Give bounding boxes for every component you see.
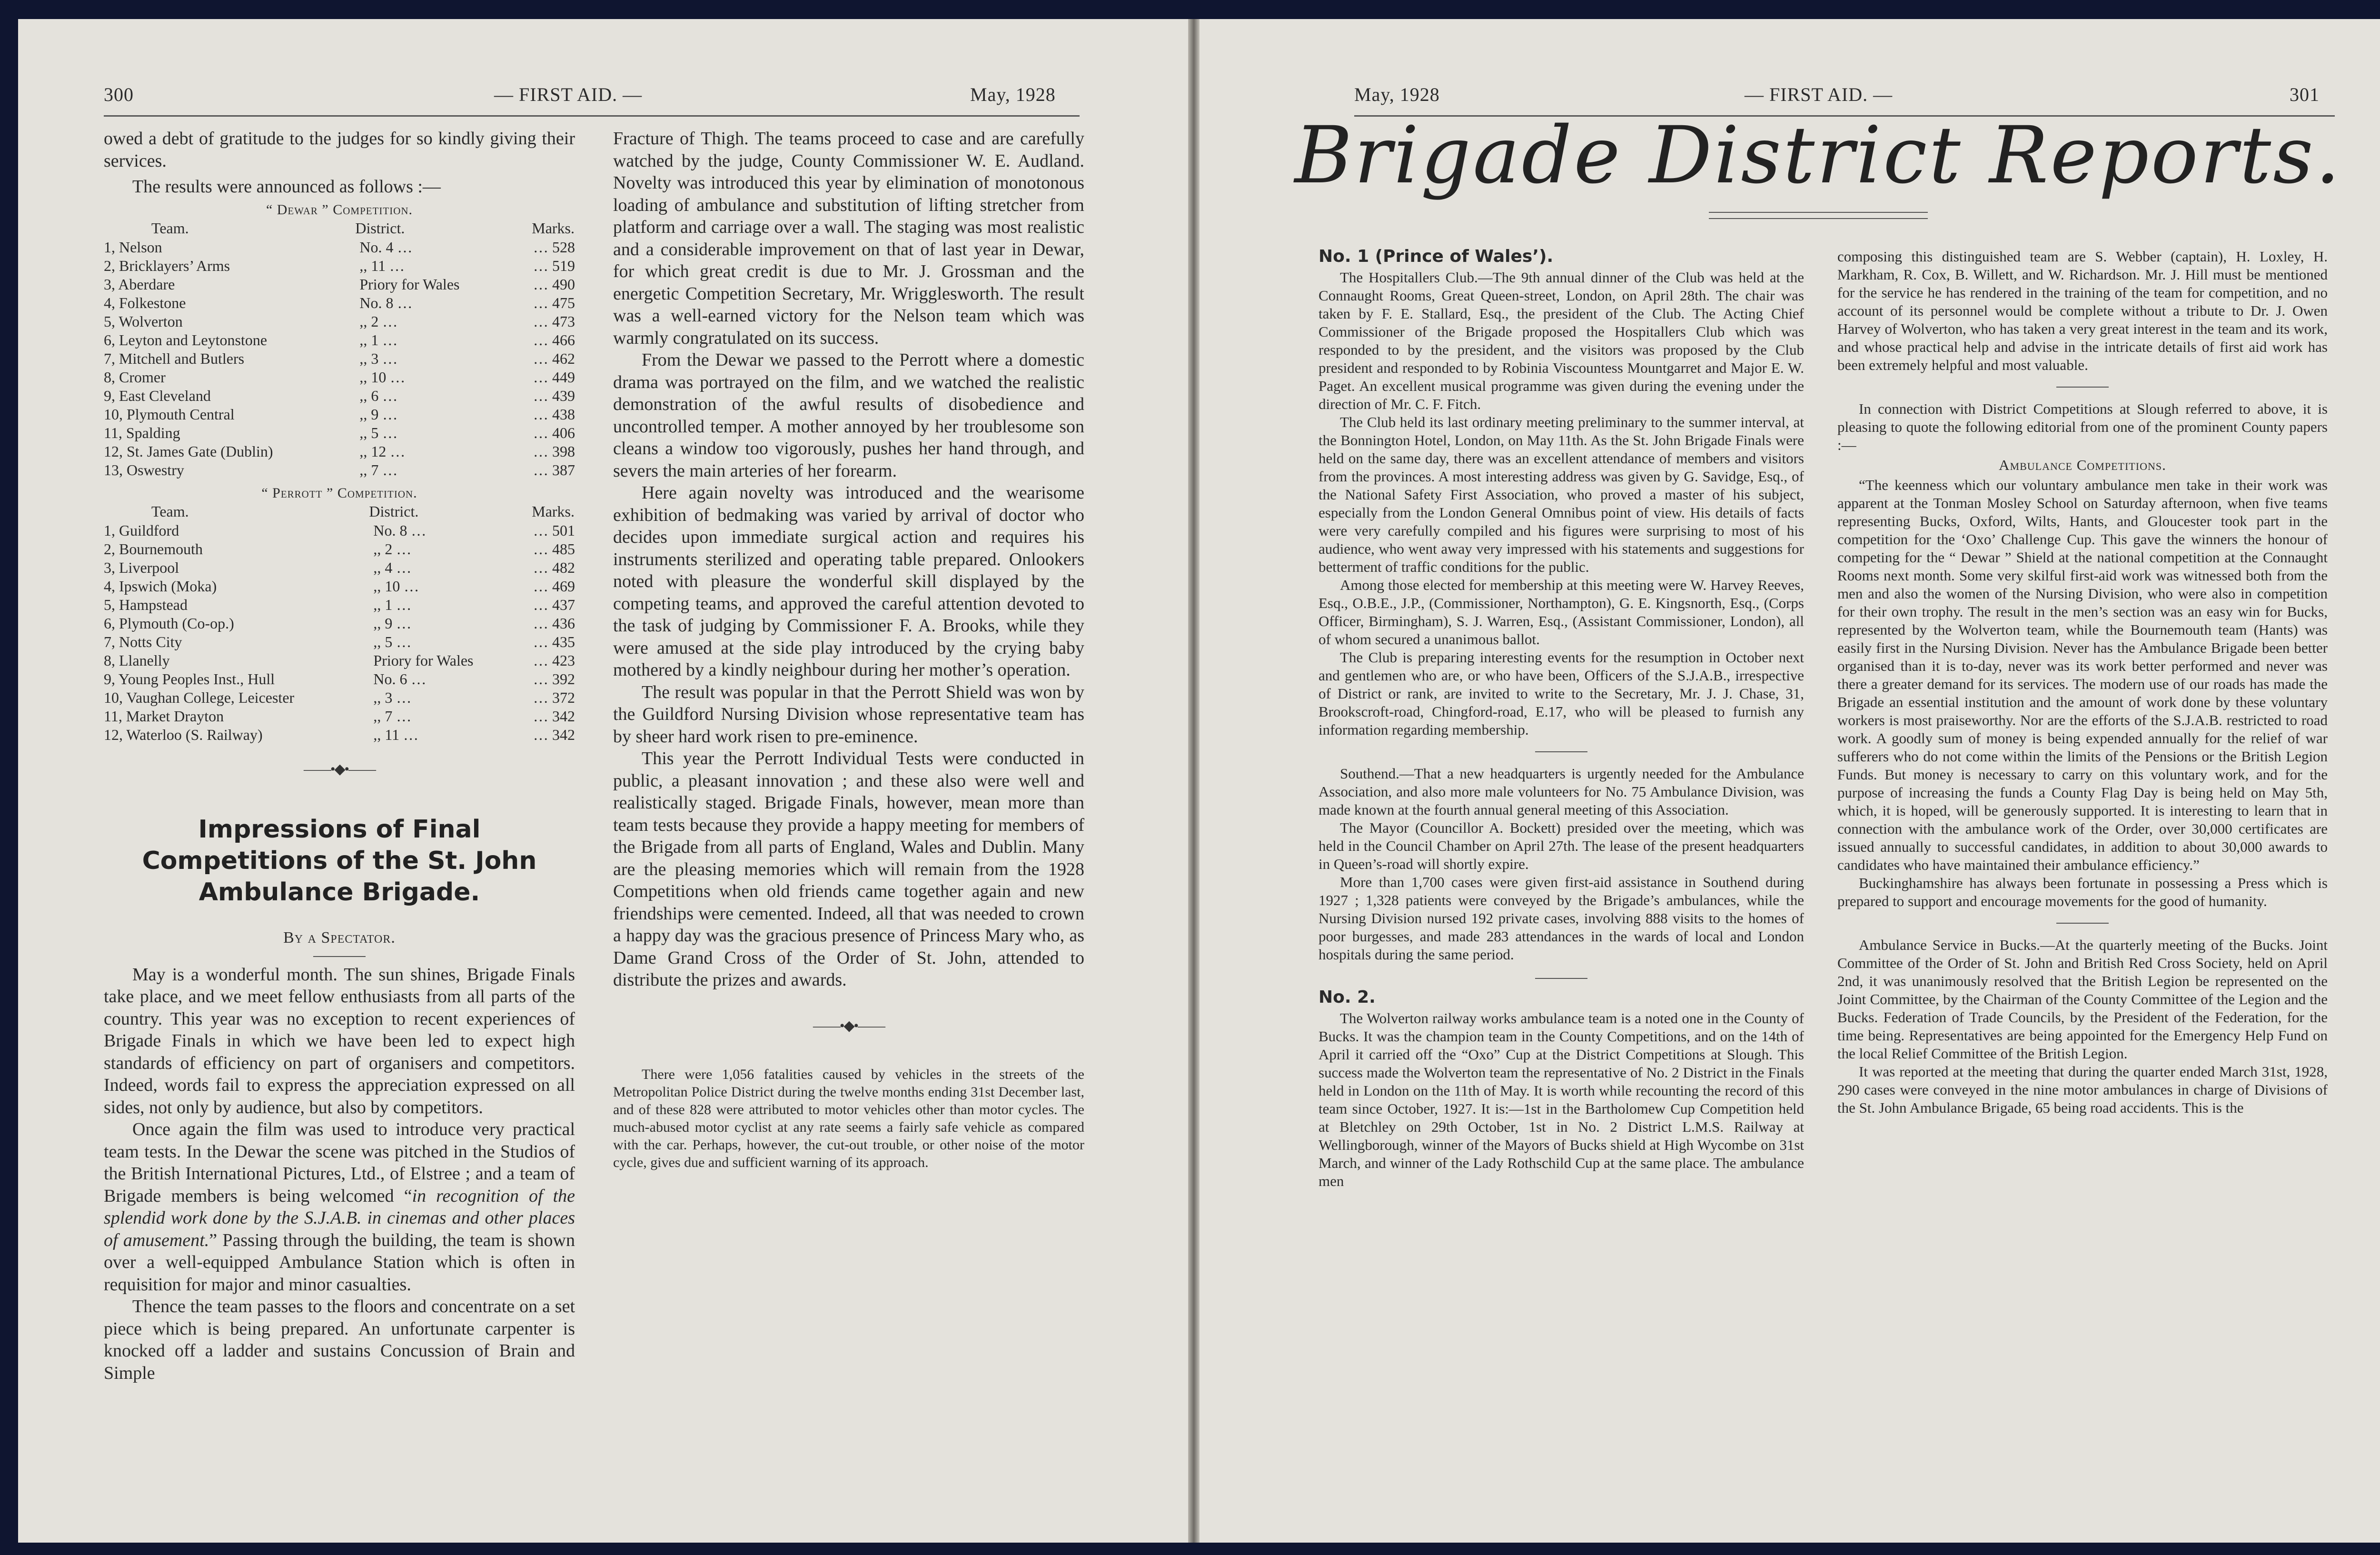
- left-page: [18, 19, 1188, 1543]
- article-para-3: Thence the team passes to the floors and concentrate on a set piece which is being prepared. An unfortunate carpenter is knocked off a ladder and sustains Concussion of Brain and Simple: [104, 1296, 575, 1383]
- cell-district: ,, 7 …: [359, 461, 398, 478]
- cell-marks: … 436: [533, 614, 575, 632]
- cell-team: 9, Young Peoples Inst., Hull: [104, 670, 275, 688]
- table-row: [104, 577, 575, 596]
- cell-team: 3, Liverpool: [104, 558, 179, 576]
- table-row: [104, 707, 575, 726]
- cell-district: ,, 7 …: [373, 707, 412, 725]
- cell-marks: … 475: [533, 294, 575, 311]
- cell-team: 13, Oswestry: [104, 461, 184, 478]
- report-col2-para-1: composing this distinguished team are S. Webber (captain), H. Loxley, H. Markham, R. Cox, B. Willett, and W. Richardson. Mr. J. Hill must be mentioned for the service he has rendered in the training of the team for competition, and no account of its personnel would be complete without a tribute to Dr. J. Owen Harvey of Wolverton, who has taken a very great interest in the team and its work, and whose practical help and advise in the intricate details of first aid work has been extremely helpful and most valuable.: [1837, 248, 2328, 373]
- issue-date: May, 1928: [970, 84, 1056, 105]
- report-para-8: The Wolverton railway works ambulance team is a noted one in the County of Bucks. It was the champion team in the County Competitions, and on the 14th of April it carried off the “Oxo” Cup at the District Competitions at Slough. This success made the Wolverton team the representative of No. 2 District in the Finals held in London on the 11th of May. It is worth while recounting the record of this team since October, 1927. It is:—1st in the Bartholomew Cup Competition held at Bletchley on 29th October, 1st in No. 2 District L.M.S. Railway at Wellingborough, winner of the Mayors of Bucks shield at High Wycombe on 31st March, and winner of the Lady Rothschild Cup at the same place. The ambulance men: [1319, 1010, 1804, 1189]
- cell-team: 11, Market Drayton: [104, 707, 224, 725]
- cell-marks: … 438: [533, 405, 575, 423]
- col2-para-2: From the Dewar we passed to the Perrott where a domestic drama was portrayed on the film, and we watched the realistic demonstration of the awful results of disobedience and uncontrolled temper. A mother annoyed by her troublesome son cleans a window too vigorously, pushes her hand through, and severs the main arteries of her forearm.: [613, 350, 1084, 481]
- byline-rule: [313, 956, 366, 957]
- cell-district: ,, 11 …: [359, 257, 405, 274]
- fatalities-note: There were 1,056 fatalities caused by vehicles in the streets of the Metropolitan Police District during the twelve months ending 31st December last, and of these 828 were attributed to motor vehicles other than motor cycles. The much-abused motor cyclist at any rate seems a fairly safe vehicle as compared with the car. Perhaps, however, the cut-out trouble, or other noise of the motor cycle, gives due and sufficient warning of its approach.: [613, 1067, 1084, 1170]
- cell-team: 7, Mitchell and Butlers: [104, 349, 245, 367]
- cell-marks: … 439: [533, 387, 575, 404]
- journal-title: — FIRST AID. —: [1745, 84, 1893, 105]
- cell-team: 2, Bournemouth: [104, 540, 203, 558]
- left-column-2: [613, 128, 1084, 1171]
- right-column-2: [1837, 248, 2328, 1117]
- cell-team: 10, Vaughan College, Leicester: [104, 688, 295, 706]
- cell-district: ,, 5 …: [373, 633, 412, 650]
- cell-team: 6, Leyton and Leytonstone: [104, 331, 268, 349]
- cell-marks: … 485: [533, 540, 575, 558]
- book-gutter: [1188, 19, 1200, 1543]
- col-header-team: Team.: [151, 502, 189, 520]
- section-title: Brigade District Reports.: [1294, 110, 2342, 201]
- cell-marks: … 372: [533, 688, 575, 706]
- cell-district: ,, 6 …: [359, 387, 398, 404]
- cell-marks: … 501: [533, 521, 575, 539]
- col-header-team: Team.: [151, 219, 189, 237]
- announce-text: The results were announced as follows :—: [132, 177, 441, 197]
- table-row: [104, 294, 575, 312]
- cell-district: ,, 12 …: [359, 442, 406, 460]
- section-rule: [1535, 751, 1587, 752]
- cell-marks: … 406: [533, 424, 575, 441]
- col2-para-1: Fracture of Thigh. The teams proceed to case and are carefully watched by the judge, County Commissioner W. E. Audland. Novelty was introduced this year by elimination of monotonous loading of ambulance and substitution of lifting stretcher from platform and carriage over a wall. The staging was most realistic and a considerable improvement on that of last year in Dewar, for which great credit is due to Mr. J. Grossman and the energetic Competition Secretary, Mr. Wrigglesworth. The result was a well-earned victory for the Nelson team which was warmly congratulated on its success.: [613, 129, 1084, 348]
- cell-marks: … 466: [533, 331, 575, 349]
- report-col2-para-3: “The keenness which our voluntary ambulance men take in their work was apparent at the Tonman Mosley School on Saturday afternoon, when five teams representing Bucks, Oxford, Wilts, Hants, and Gloucester took part in the competition for the ‘Oxo’ Challenge Cup. This gave the winners the honour of competing for the “ Dewar ” Shield at the national competition at the Connaught Rooms next month. Some very skilful first-aid work was witnessed both from the men and also the women of the Nursing Division, who were also in competition for their own trophy. The result in the men’s section was an easy win for Bucks, represented by the Wolverton team, while the Bournemouth team (Hants) was easily first in the Nursing Division. Never has the Ambulance Brigade been better organised than it is to-day, never was its work better performed and never was there a greater demand for its services. The modern use of our roads has made the Brigade an essential institution and the amount of work done by these voluntary workers is most praiseworthy. Nor are the efforts of the S.J.A.B. restricted to road work. A goodly sum of money is being expended annually for the relief of war sufferers who do not come within the limits of the Pensions or the British Legion Funds. But money is necessary to carry on this voluntary work, and for the purpose of increasing the funds a County Flag Day is being held on May 5th, which, it is hoped, will be generously supported. It is interesting to learn that in connection with the ambulance work of the Order, over 30,000 certificates are issued annually to successful candidates, in addition to about 30,000 awards to candidates who have maintained their ambulance efficiency.”: [1837, 477, 2328, 873]
- table-row: [104, 368, 575, 387]
- section-rule: [2056, 923, 2109, 924]
- header-rule: [104, 115, 1080, 117]
- table-row: [104, 596, 575, 614]
- section-rule: [2056, 387, 2109, 388]
- col-header-marks: Marks.: [532, 502, 575, 520]
- cell-team: 2, Bricklayers’ Arms: [104, 257, 230, 274]
- report-para-2: The Club held its last ordinary meeting preliminary to the summer interval, at the Bonnington Hotel, London, on May 11th. As the St. John Brigade Finals were held on the same day, there was an excellent attendance of members and visitors from the provinces. A most interesting address was given by G. Savidge, Esq., of the National Safety First Association, who proved a master of his subject, especially from the London General Omnibus point of view. His details of facts were very carefully compiled and his figures were surprising to most of his audience, who went away very impressed with his statements and suggestions for betterment of traffic conditions for the public.: [1319, 414, 1804, 575]
- cell-district: No. 8 …: [359, 294, 413, 311]
- left-column-1: [104, 128, 575, 1384]
- col-header-district: District.: [369, 502, 419, 520]
- issue-date: May, 1928: [1354, 84, 1440, 105]
- title-rule: [1709, 212, 1928, 213]
- right-column-1: [1319, 248, 1804, 1190]
- col-header-marks: Marks.: [532, 219, 575, 237]
- article-para-1: May is a wonderful month. The sun shines, Brigade Finals take place, and we meet fellow enthusiasts from all parts of the country. This year was no exception to recent experiences of Brigade Finals in which we have been led to expect high standards of efficiency on part of organisers and competitors. Indeed, words fail to express the appreciation expressed on all sides, not only by audience, but also by competitors.: [104, 964, 575, 1117]
- col2-para-4: The result was popular in that the Perrott Shield was won by the Guildford Nursing Division whose representative team has by sheer hard work risen to pre-eminence.: [613, 682, 1084, 747]
- cell-team: 12, Waterloo (S. Railway): [104, 726, 263, 743]
- col-header-district: District.: [355, 219, 405, 237]
- cell-district: Priory for Wales: [359, 275, 460, 293]
- cell-team: 8, Cromer: [104, 368, 166, 386]
- table-row: [104, 275, 575, 294]
- cell-district: ,, 10 …: [373, 577, 419, 595]
- col2-para-3: Here again novelty was introduced and the wearisome exhibition of bedmaking was varied by arrival of doctor who decides upon immediate surgical action and requires his instruments sterilized and operating table prepared. Onlookers noted with pleasure the wonderful skill displayed by the competing teams, and approved the careful attention devoted to the task of judging by Commissioner F. A. Brooks, while they were amused at the side play introduced by the crying baby mothered by a kindly neighbour during her mother’s operation.: [613, 483, 1084, 680]
- dewar-title: “ Dewar ” Competition.: [266, 201, 413, 218]
- table-row: [104, 238, 575, 257]
- table-row: [104, 461, 575, 479]
- title-rule: [1709, 218, 1928, 219]
- district-heading-no2: No. 2.: [1319, 987, 1376, 1007]
- cell-district: ,, 5 …: [359, 424, 398, 441]
- cell-marks: … 423: [533, 651, 575, 669]
- perrott-title: “ Perrott ” Competition.: [261, 485, 417, 501]
- report-para-3: Among those elected for membership at this meeting were W. Harvey Reeves, Esq., O.B.E., J.P., (Commissioner, Northampton), G. E. Kingsnorth, Esq., (Corps Officer, Birmingham), S. J. Warren, Esq., (Assistant Commissioner, London), all of whom secured a unanimous ballot.: [1319, 577, 1804, 648]
- table-row: [104, 726, 575, 744]
- report-para-6: The Mayor (Councillor A. Bockett) presided over the meeting, which was held in the Council Chamber on April 27th. The lease of the present headquarters in Queen’s-road will shortly expire.: [1319, 819, 1804, 872]
- table-row: [104, 633, 575, 651]
- report-para-5: Southend.—That a new headquarters is urgently needed for the Ambulance Association, and also more male volunteers for No. 75 Ambulance Division, was made known at the fourth annual general meeting of this Association.: [1319, 765, 1804, 818]
- table-row: [104, 424, 575, 442]
- report-col2-para-2: In connection with District Competitions at Slough referred to above, it is pleasing to quote the following editorial from one of the prominent County papers :—: [1837, 400, 2328, 453]
- cell-district: ,, 9 …: [359, 405, 398, 423]
- cell-district: ,, 3 …: [359, 349, 398, 367]
- cell-marks: … 387: [533, 461, 575, 478]
- cell-team: 11, Spalding: [104, 424, 180, 441]
- cell-district: ,, 10 …: [359, 368, 406, 386]
- cell-marks: … 392: [533, 670, 575, 688]
- cell-team: 7, Notts City: [104, 633, 182, 650]
- cell-team: 5, Wolverton: [104, 312, 183, 330]
- cell-team: 9, East Cleveland: [104, 387, 211, 404]
- page-number: 300: [104, 84, 134, 105]
- ornament-divider: ——•◆•——: [303, 761, 376, 777]
- cell-marks: … 437: [533, 596, 575, 613]
- table-row: [104, 331, 575, 349]
- cell-team: 1, Guildford: [104, 521, 179, 539]
- cell-marks: … 342: [533, 726, 575, 743]
- cell-marks: … 528: [533, 238, 575, 256]
- cell-team: 3, Aberdare: [104, 275, 175, 293]
- cell-district: No. 4 …: [359, 238, 413, 256]
- cell-district: ,, 9 …: [373, 614, 412, 632]
- dewar-results-table: [104, 219, 575, 479]
- report-col2-para-4: Buckinghamshire has always been fortunate in possessing a Press which is prepared to support and encourage movements for the good of humanity.: [1837, 875, 2328, 909]
- cell-district: ,, 1 …: [359, 331, 398, 349]
- table-row: [104, 688, 575, 707]
- table-row: [104, 651, 575, 670]
- cell-team: 12, St. James Gate (Dublin): [104, 442, 273, 460]
- report-col2-para-5: Ambulance Service in Bucks.—At the quarterly meeting of the Bucks. Joint Committee of the Order of St. John and British Red Cross Society, held on April 2nd, it was unanimously resolved that the British Legion be represented on the Joint Committee, by the Chairman of the County Committee of the Legion and the Bucks. Federation of Trade Councils, by the President of the Federation, for the time being. Representatives are being appointed for the Emergency Help Fund on the local Relief Committee of the British Legion.: [1837, 937, 2328, 1062]
- cell-marks: … 490: [533, 275, 575, 293]
- page-number: 301: [2290, 84, 2320, 105]
- editorial-subheading: Ambulance Competitions.: [1999, 457, 2166, 473]
- article-heading: Impressions of Final Competitions of the St. John Ambulance Brigade.: [142, 815, 537, 907]
- report-col2-para-6: It was reported at the meeting that during the quarter ended March 31st, 1928, 290 cases were conveyed in the nine motor ambulances in charge of Divisions of the St. John Ambulance Brigade, 65 being road accidents. This is the: [1837, 1063, 2328, 1116]
- article-para-2: Once again the film was used to introduce very practical team tests. In the Dewar the scene was pitched in the Studios of the British International Pictures, Ltd., of Elstree ; and a team of Brigade members is being welcomed “in recognition of the splendid work done by the S.J.A.B. in cinemas and other places of amusement.” Passing through the building, the team is shown over a well-equipped Ambulance Station which is often in requisition for major and minor casualties.: [104, 1119, 575, 1295]
- cell-marks: … 342: [533, 707, 575, 725]
- cell-district: ,, 11 …: [373, 726, 419, 743]
- col2-para-5: This year the Perrott Individual Tests were conducted in public, a pleasant innovation ; and these also were well and realistically staged. Brigade Finals, however, mean more than team tests because they provide a happy meeting for members of the Brigade from all parts of England, Wales and Dublin. Many are the pleasing memories which will remain from the 1928 Competitions when old friends came together again and new friendships were cemented. Indeed, all that was needed to crown a happy day was the gracious presence of Princess Mary who, as Dame Grand Cross of the Order of St. John, attended to distribute the prizes and awards.: [613, 748, 1084, 990]
- cell-marks: … 435: [533, 633, 575, 650]
- table-row: [104, 387, 575, 405]
- table-row: [104, 670, 575, 688]
- section-rule: [1535, 978, 1587, 979]
- report-para-7: More than 1,700 cases were given first-aid assistance in Southend during 1927 ; 1,328 patients were conveyed by the Brigade’s ambulances, while the Nursing Division nursed 192 private cases, involving 888 visits to the homes of poor burgesses, and made 283 attendances in the wards of local and London hospitals during the same period.: [1319, 874, 1804, 963]
- cell-district: ,, 4 …: [373, 558, 412, 576]
- table-row: [104, 442, 575, 461]
- cell-district: ,, 2 …: [373, 540, 412, 558]
- cell-team: 8, Llanelly: [104, 651, 170, 669]
- table-row: [104, 614, 575, 633]
- cell-district: No. 8 …: [373, 521, 426, 539]
- table-row: [104, 349, 575, 368]
- cell-team: 1, Nelson: [104, 238, 162, 256]
- intro-text: owed a debt of gratitude to the judges for so kindly giving their services.: [104, 129, 575, 171]
- cell-marks: … 449: [533, 368, 575, 386]
- cell-district: ,, 3 …: [373, 688, 412, 706]
- table-row: [104, 521, 575, 540]
- table-row: [104, 312, 575, 331]
- perrott-results-table: [104, 502, 575, 744]
- cell-district: ,, 2 …: [359, 312, 398, 330]
- cell-marks: … 519: [533, 257, 575, 274]
- report-para-1: The Hospitallers Club.—The 9th annual dinner of the Club was held at the Connaught Rooms, Great Queen-street, London, on April 28th. The chair was taken by F. E. Stallard, Esq., the president of the Club. The Acting Chief Commissioner of the Brigade proposed the Hospitallers Club which was responded to by the president, and the visitors was proposed by the Club president and responded to by Robinia Viscountess Mountgarret and Major E. W. Paget. An excellent musical programme was given during the evening under the direction of Mr. C. F. Fitch.: [1319, 269, 1804, 412]
- cell-marks: … 482: [533, 558, 575, 576]
- cell-marks: … 473: [533, 312, 575, 330]
- cell-district: Priory for Wales: [373, 651, 474, 669]
- cell-team: 6, Plymouth (Co-op.): [104, 614, 234, 632]
- ornament-divider: ——•◆•——: [813, 1017, 885, 1034]
- cell-team: 4, Ipswich (Moka): [104, 577, 217, 595]
- table-row: [104, 405, 575, 424]
- cell-marks: … 469: [533, 577, 575, 595]
- cell-team: 4, Folkestone: [104, 294, 186, 311]
- district-heading-no1: No. 1 (Prince of Wales’).: [1319, 247, 1554, 266]
- table-row: [104, 558, 575, 577]
- cell-district: No. 6 …: [373, 670, 426, 688]
- cell-team: 5, Hampstead: [104, 596, 188, 613]
- cell-marks: … 398: [533, 442, 575, 460]
- cell-marks: … 462: [533, 349, 575, 367]
- cell-district: ,, 1 …: [373, 596, 412, 613]
- table-row: [104, 257, 575, 275]
- byline: By a Spectator.: [283, 929, 396, 947]
- journal-title: — FIRST AID. —: [494, 84, 643, 105]
- cell-team: 10, Plymouth Central: [104, 405, 235, 423]
- report-para-4: The Club is preparing interesting events for the resumption in October next and gentlemen who are, or who have been, Officers of the S.J.A.B., irrespective of District or rank, are invited to write to the Secretary, Mr. J. J. Chase, 31, Brookscroft-road, Chingford-road, E.17, who will be pleased to furnish any information regarding membership.: [1319, 649, 1804, 738]
- table-row: [104, 540, 575, 558]
